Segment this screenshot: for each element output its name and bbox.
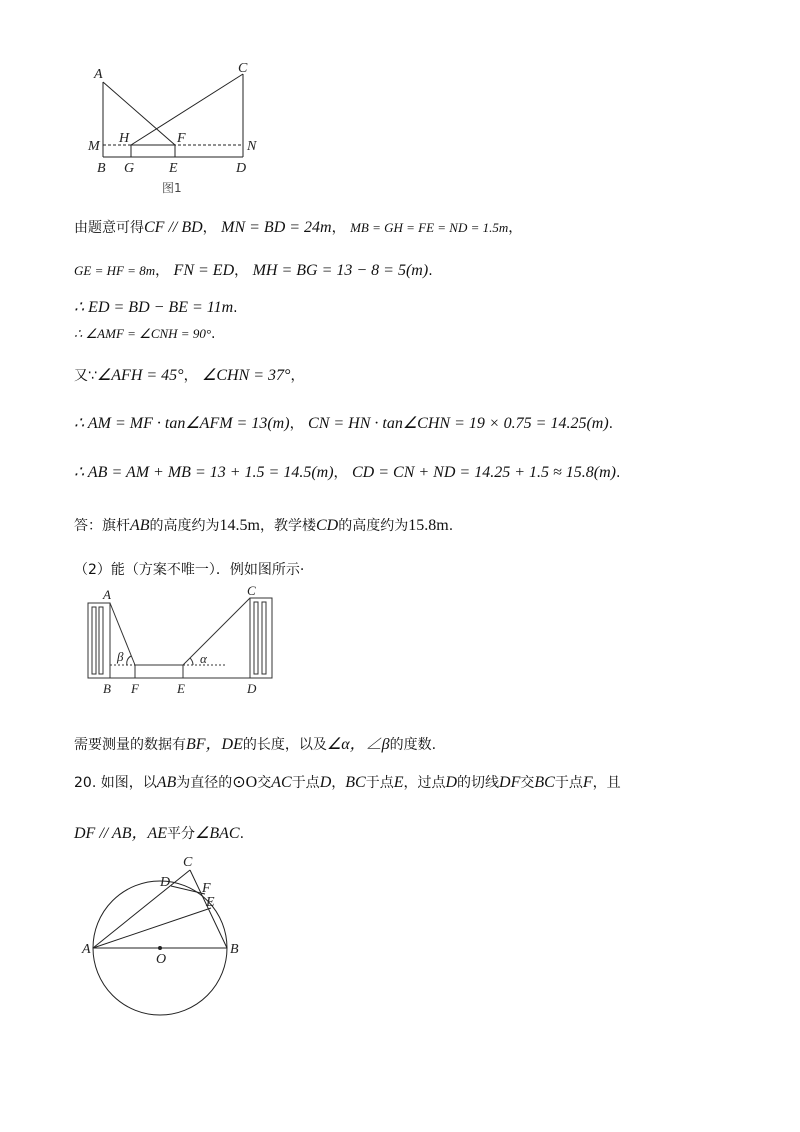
- math: ⊙O: [232, 774, 258, 791]
- text: 需要测量的数据有: [74, 737, 186, 753]
- question-20-line-1: [74, 772, 621, 792]
- math: ∴ AM = MF · tan∠AFM = 13(m): [74, 415, 290, 432]
- text: 的长度，以及: [242, 737, 327, 753]
- math: BF，DE: [186, 736, 243, 753]
- label-e: E: [169, 161, 178, 176]
- figure-1: [80, 60, 280, 200]
- text: 由题意可得: [74, 220, 144, 236]
- label-m: M: [88, 139, 100, 154]
- figure-2: [85, 585, 285, 700]
- label-b: B: [97, 161, 106, 176]
- math: ∠BAC: [195, 825, 240, 842]
- figure-3-circle: [80, 850, 250, 1020]
- math: MH = BG = 13 − 8 = 5(m): [252, 262, 429, 279]
- text: ，: [333, 465, 348, 481]
- text: ，: [289, 416, 304, 432]
- text: ，: [234, 263, 249, 279]
- block-stripe: [99, 607, 103, 674]
- text: 平分: [167, 826, 196, 842]
- label-d: D: [236, 161, 247, 176]
- text: ，过点: [403, 775, 446, 791]
- math: CF // BD: [144, 219, 203, 236]
- math: CD: [316, 517, 339, 534]
- math: CD = CN + ND = 14.25 + 1.5 ≈ 15.8(m): [352, 464, 616, 481]
- block-stripe: [92, 607, 96, 674]
- math: MB = GH = FE = ND = 1.5m: [350, 220, 509, 235]
- text: ，且: [592, 775, 621, 791]
- math: DF // AB，AE: [74, 825, 168, 842]
- text: 答：旗杆: [74, 518, 130, 534]
- label-c: C: [183, 855, 193, 870]
- label-f: F: [131, 681, 139, 696]
- solution-line-5: [74, 365, 304, 385]
- text: 又∵: [74, 368, 97, 384]
- measure-line: [74, 731, 436, 754]
- text: 为直径的: [176, 775, 233, 791]
- math: ∴ AB = AM + MB = 13 + 1.5 = 14.5(m): [74, 464, 334, 481]
- text: ，: [331, 220, 346, 236]
- solution-line-4: [74, 326, 215, 342]
- label-d: D: [160, 875, 171, 890]
- label-g: G: [124, 161, 135, 176]
- label-b: B: [230, 942, 239, 957]
- figure-caption: 图1: [162, 181, 182, 195]
- text: .: [239, 826, 245, 842]
- text: ，: [508, 220, 523, 236]
- block-stripe: [254, 602, 258, 674]
- text: .: [233, 300, 238, 316]
- text: ，教学楼: [260, 518, 316, 534]
- label-h: H: [119, 131, 130, 146]
- label-f: F: [177, 131, 186, 146]
- math: AB: [156, 774, 177, 791]
- math: CN = HN · tan∠CHN = 19 × 0.75 = 14.25(m): [308, 415, 609, 432]
- text: .: [608, 416, 614, 432]
- text: .: [615, 465, 621, 481]
- solution-line-3: [74, 297, 238, 317]
- math: BC: [534, 774, 555, 791]
- math: GE = HF = 8m: [74, 263, 156, 278]
- solution-line-6: [74, 413, 613, 433]
- sight-line-c: [183, 598, 250, 665]
- line-ae: [93, 908, 211, 948]
- text: ，: [331, 775, 346, 791]
- block-stripe: [262, 602, 266, 674]
- math: AC: [271, 774, 292, 791]
- math: D: [319, 774, 332, 791]
- text: ，: [155, 263, 170, 279]
- text: ，: [183, 368, 198, 384]
- value: 15.8m: [408, 517, 449, 534]
- value: 14.5m: [219, 517, 260, 534]
- answer-line: [74, 515, 453, 535]
- solution-line-1: [74, 217, 522, 237]
- instrument-rect: [131, 145, 175, 157]
- text: 的高度约为: [149, 518, 220, 534]
- angle-arc-alpha: [190, 658, 193, 665]
- text: .: [428, 263, 433, 279]
- label-n: N: [247, 139, 257, 154]
- label-o: O: [156, 952, 167, 967]
- text: ，: [290, 368, 305, 384]
- label-f: F: [202, 881, 211, 896]
- label-e: E: [177, 681, 185, 696]
- label-b: B: [103, 681, 111, 696]
- math: DF: [499, 774, 521, 791]
- label-a: A: [82, 942, 91, 957]
- label-beta: β: [117, 649, 124, 664]
- part-2-line: [74, 559, 304, 579]
- math: F: [582, 774, 593, 791]
- math: ∠AFH = 45°: [96, 367, 184, 384]
- question-20-line-2: [74, 820, 244, 843]
- math: ∴ ED = BD − BE = 11m: [74, 299, 234, 316]
- text: .: [211, 326, 216, 342]
- math: E: [393, 774, 404, 791]
- math: D: [445, 774, 458, 791]
- line-af: [103, 82, 175, 145]
- center-point: [158, 946, 162, 950]
- text: 于点: [365, 775, 394, 791]
- text: 20. 如图，以: [74, 775, 157, 791]
- label-d: D: [247, 681, 257, 696]
- text: ，: [202, 220, 217, 236]
- math: MN = BD = 24m: [221, 219, 332, 236]
- text: 于点: [291, 775, 320, 791]
- label-alpha: α: [200, 651, 207, 666]
- label-a: A: [94, 67, 103, 82]
- math: ∠CHN = 37°: [202, 367, 291, 384]
- text: （2）能（方案不唯一）．例如图所示·: [74, 562, 305, 578]
- text: 于点: [554, 775, 583, 791]
- text: 交: [257, 775, 272, 791]
- label-a: A: [103, 587, 111, 602]
- label-e: E: [206, 895, 215, 910]
- math: AB: [130, 517, 150, 534]
- line-ac: [93, 870, 190, 948]
- text: 的切线: [457, 775, 500, 791]
- math: ∠α，∠β: [326, 736, 390, 753]
- label-c: C: [247, 585, 256, 598]
- math: BC: [345, 774, 366, 791]
- solution-line-2: [74, 260, 433, 280]
- line-ch: [131, 74, 243, 145]
- solution-line-7: [74, 462, 620, 482]
- text: .: [448, 518, 454, 534]
- text: 交: [520, 775, 535, 791]
- math: ∴ ∠AMF = ∠CNH = 90°: [74, 326, 212, 341]
- text: 的高度约为: [338, 518, 409, 534]
- instrument-rect: [135, 665, 183, 678]
- angle-arc-beta: [127, 656, 131, 665]
- math: FN = ED: [173, 262, 235, 279]
- building-block: [250, 598, 272, 678]
- label-c: C: [238, 61, 248, 76]
- text: 的度数.: [389, 737, 437, 753]
